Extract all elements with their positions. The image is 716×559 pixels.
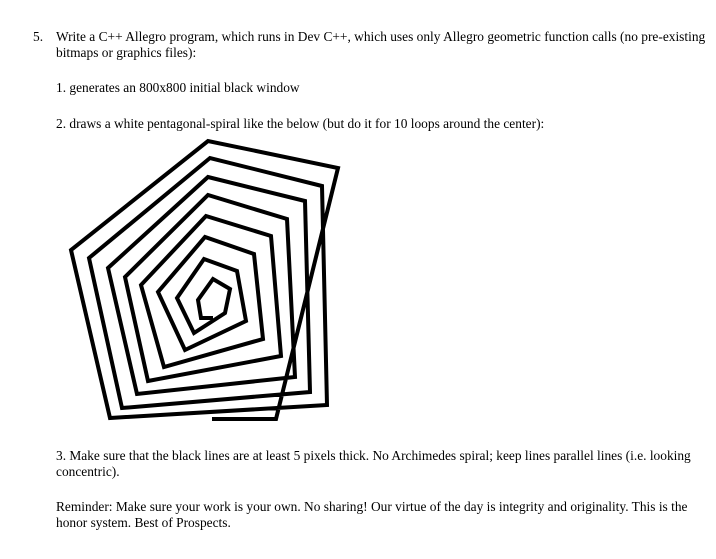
- question-intro: Write a C++ Allegro program, which runs in Dev C++, which uses only Allegro geometric function calls (no pre-existing bitmaps or graphics files):: [56, 29, 706, 60]
- step-1-text: 1. generates an 800x800 initial black window: [56, 80, 300, 95]
- spiral-path: [71, 141, 338, 419]
- reminder-text: Reminder: Make sure your work is your own. No sharing! Our virtue of the day is integrity and originality. This is the honor system. Best of Prospects.: [56, 499, 688, 530]
- step-2-text: 2. draws a white pentagonal-spiral like the below (but do it for 10 loops around the center):: [56, 116, 545, 131]
- step-3-text: 3. Make sure that the black lines are at least 5 pixels thick. No Archimedes spiral; keep lines parallel lines (i.e. looking concentric).: [56, 448, 691, 479]
- question-number: 5.: [33, 29, 44, 44]
